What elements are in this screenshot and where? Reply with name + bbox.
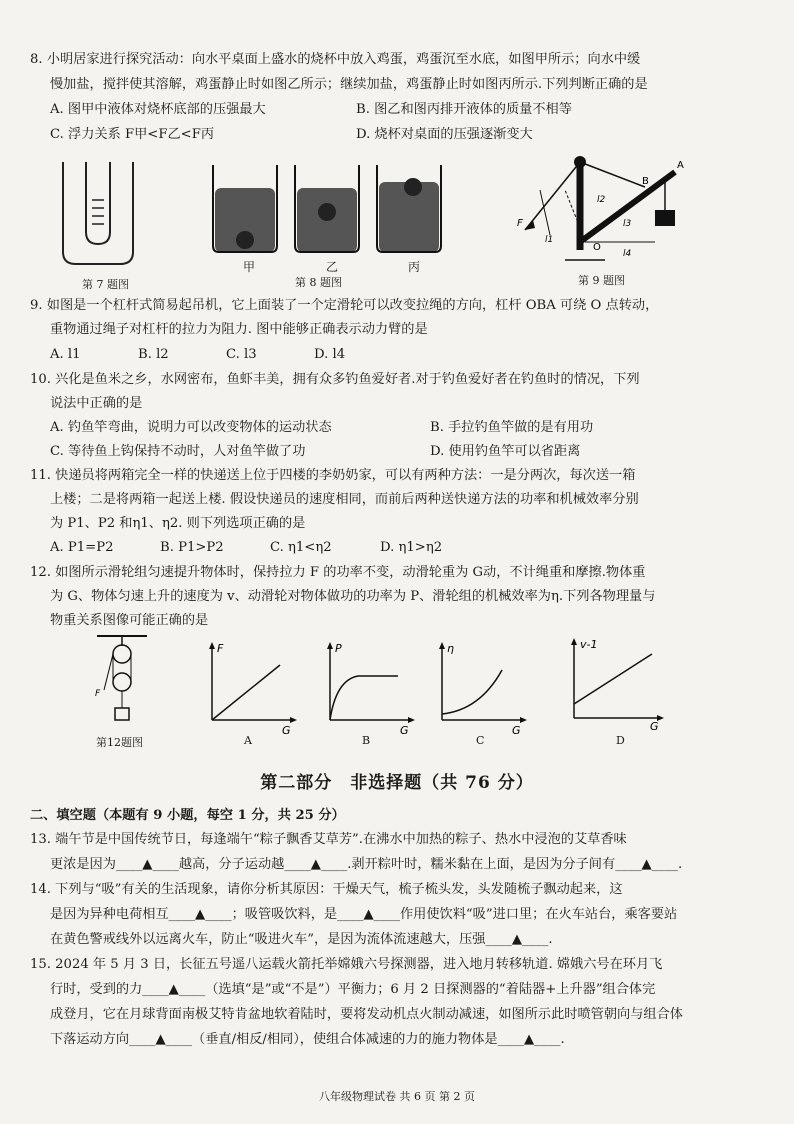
q11-option-d: D. η1>η2 (380, 540, 443, 555)
graph-c (430, 640, 530, 737)
graph-b (318, 640, 418, 737)
q15-stem-line3: 成登月，它在月球背面南极艾特肯盆地软着陆时，要将发动机点火制动减速，如图所示此时喷管朝向与组合体 (50, 1007, 683, 1022)
q11-stem-line1: 11. 快递员将两箱完全一样的快递送上位于四楼的李奶奶家，可以有两种方法：一是分两次，每次送一箱 (30, 468, 636, 483)
figure-12-caption: 第12题图 (96, 736, 143, 749)
graph-d (562, 634, 672, 733)
q14-stem-line3: 在黄色警戒线外以远离火车，防止“吸进火车”，是因为流体流速越大，压强____▲____. (50, 932, 553, 947)
q10-stem-line1: 10. 兴化是鱼米之乡，水网密布，鱼虾丰美，拥有众多钓鱼爱好者.对于钓鱼爱好者在钓鱼时的情况，下列 (30, 372, 640, 387)
q11-stem-line3: 为 P1、P2 和η1、η2. 则下列选项正确的是 (50, 516, 306, 531)
part2-title: 第二部分 非选择题（共 76 分） (260, 773, 534, 793)
figure-8-beakers (205, 160, 450, 255)
q10-option-a: A. 钓鱼竿弯曲，说明力可以改变物体的运动状态 (50, 420, 332, 435)
graph-a-x-label: G (282, 724, 291, 737)
q11-option-a: A. P1=P2 (50, 540, 114, 555)
q8-option-d: D. 烧杯对桌面的压强逐渐变大 (356, 127, 533, 142)
beaker-yi (295, 165, 359, 252)
q9-option-a: A. l1 (50, 347, 81, 362)
svg-text:F: F (95, 689, 101, 699)
beaker-bing (377, 165, 441, 252)
lever-label-l3: l3 (623, 219, 632, 229)
q13-stem-line1: 13. 端午节是中国传统节日，每逢端午“粽子飘香艾草芳”.在沸水中加热的粽子、热水中浸泡的艾草香味 (30, 832, 627, 847)
beaker-jia (213, 165, 277, 252)
figure-7-test-tube (48, 152, 148, 277)
q10-option-d: D. 使用钓鱼竿可以省距离 (430, 444, 581, 459)
q13-stem-line2: 更浓是因为____▲____越高，分子运动越____▲____.剥开粽叶时，糯米黏在上面，是因为分子间有____▲____. (50, 857, 683, 872)
q9-option-d: D. l4 (314, 347, 346, 362)
graph-a-y-label: F (217, 642, 224, 655)
graph-b-x-label: G (400, 724, 409, 737)
q11-option-c: C. η1<η2 (270, 540, 332, 555)
lever-label-l1: l1 (545, 235, 554, 245)
lever-label-a: A (677, 160, 684, 171)
q14-stem-line1: 14. 下列与“吸”有关的生活现象，请你分析其原因：干燥天气，梳子梳头发，头发随梳子飘动起来，这 (30, 882, 623, 897)
beaker-label-bing: 丙 (408, 260, 421, 274)
figure-9-caption: 第 9 题图 (578, 274, 625, 287)
graph-b-option-label: B (362, 734, 371, 747)
q8-stem-line1: 8. 小明居家进行探究活动：向水平桌面上盛水的烧杯中放入鸡蛋，鸡蛋沉至水底，如图甲所示；向水中缓 (30, 52, 641, 67)
page-footer: 八年级物理试卷 共 6 页 第 2 页 (319, 1090, 475, 1103)
q11-option-b: B. P1>P2 (160, 540, 224, 555)
q15-stem-line1: 15. 2024 年 5 月 3 日，长征五号遥八运载火箭托举嫦娥六号探测器，进入地月转移轨道. 嫦娥六号在环月飞 (30, 957, 663, 972)
lever-label-f: F (517, 218, 523, 229)
lever-label-o: O (593, 242, 601, 253)
q10-option-b: B. 手拉钓鱼竿做的是有用功 (430, 420, 594, 435)
q10-stem-line2: 说法中正确的是 (50, 396, 143, 411)
lever-label-b: B (642, 176, 649, 187)
figure-8-caption: 第 8 题图 (295, 276, 342, 289)
q15-stem-line2: 行时，受到的力____▲____（选填“是”或“不是”）平衡力；6 月 2 日探测器的“着陆器+上升器”组合体完 (50, 982, 656, 997)
q11-stem-line2: 上楼；二是将两箱一起送上楼. 假设快递员的速度相同，而前后两种送快递方法的功率和机械效率分别 (50, 492, 639, 507)
graph-a (200, 640, 300, 737)
q12-stem-line3: 物重关系图像可能正确的是 (50, 613, 209, 628)
figure-7-caption: 第 7 题图 (82, 278, 129, 291)
q8-option-a: A. 图甲中液体对烧杯底部的压强最大 (50, 102, 266, 117)
graph-c-y-label: η (447, 642, 454, 655)
part2-section-heading: 二、填空题（本题有 9 小题，每空 1 分，共 25 分） (30, 808, 345, 823)
q14-stem-line2: 是因为异种电荷相互____▲____；吸管吸饮料，是____▲____作用使饮料“吸”进口里；在火车站台，乘客要站 (50, 907, 678, 922)
q8-option-c: C. 浮力关系 F甲<F乙<F丙 (50, 127, 215, 142)
lever-label-l4: l4 (623, 249, 632, 259)
q8-stem-line2: 慢加盐，搅拌使其溶解，鸡蛋静止时如图乙所示；继续加盐，鸡蛋静止时如图丙所示.下列判断正确的是 (50, 77, 648, 92)
graph-d-x-label: G (650, 720, 659, 733)
beaker-label-jia: 甲 (243, 260, 256, 274)
q9-stem-line2: 重物通过绳子对杠杆的拉力为阻力. 图中能够正确表示动力臂的是 (50, 322, 428, 337)
lever-label-l2: l2 (597, 195, 606, 205)
graph-b-y-label: P (335, 642, 342, 655)
q9-stem-line1: 9. 如图是一个杠杆式简易起吊机，它上面装了一个定滑轮可以改变拉绳的方向，杠杆 OBA 可绕 O 点转动， (30, 298, 659, 313)
q9-option-b: B. l2 (138, 347, 169, 362)
q15-stem-line4: 下落运动方向____▲____（垂直/相反/相同），使组合体减速的力的施力物体是____▲____. (50, 1032, 565, 1047)
figure-12-pulley (92, 632, 152, 732)
q9-option-c: C. l3 (226, 347, 257, 362)
q8-option-b: B. 图乙和图丙排开液体的质量不相等 (356, 102, 572, 117)
graph-c-option-label: C (476, 734, 485, 747)
figure-9-lever-crane (505, 150, 690, 270)
beaker-label-yi: 乙 (326, 260, 339, 274)
graph-a-option-label: A (244, 734, 252, 747)
q12-stem-line2: 为 G、物体匀速上升的速度为 v、动滑轮对物体做功的功率为 P、滑轮组的机械效率为η.下列各物理量与 (50, 589, 656, 604)
q10-option-c: C. 等待鱼上钩保持不动时，人对鱼竿做了功 (50, 444, 306, 459)
graph-d-y-label: v-1 (580, 638, 598, 651)
graph-c-x-label: G (512, 724, 521, 737)
q12-stem-line1: 12. 如图所示滑轮组匀速提升物体时，保持拉力 F 的功率不变，动滑轮重为 G动，不计绳重和摩擦.物体重 (30, 565, 646, 580)
graph-d-option-label: D (616, 734, 625, 747)
